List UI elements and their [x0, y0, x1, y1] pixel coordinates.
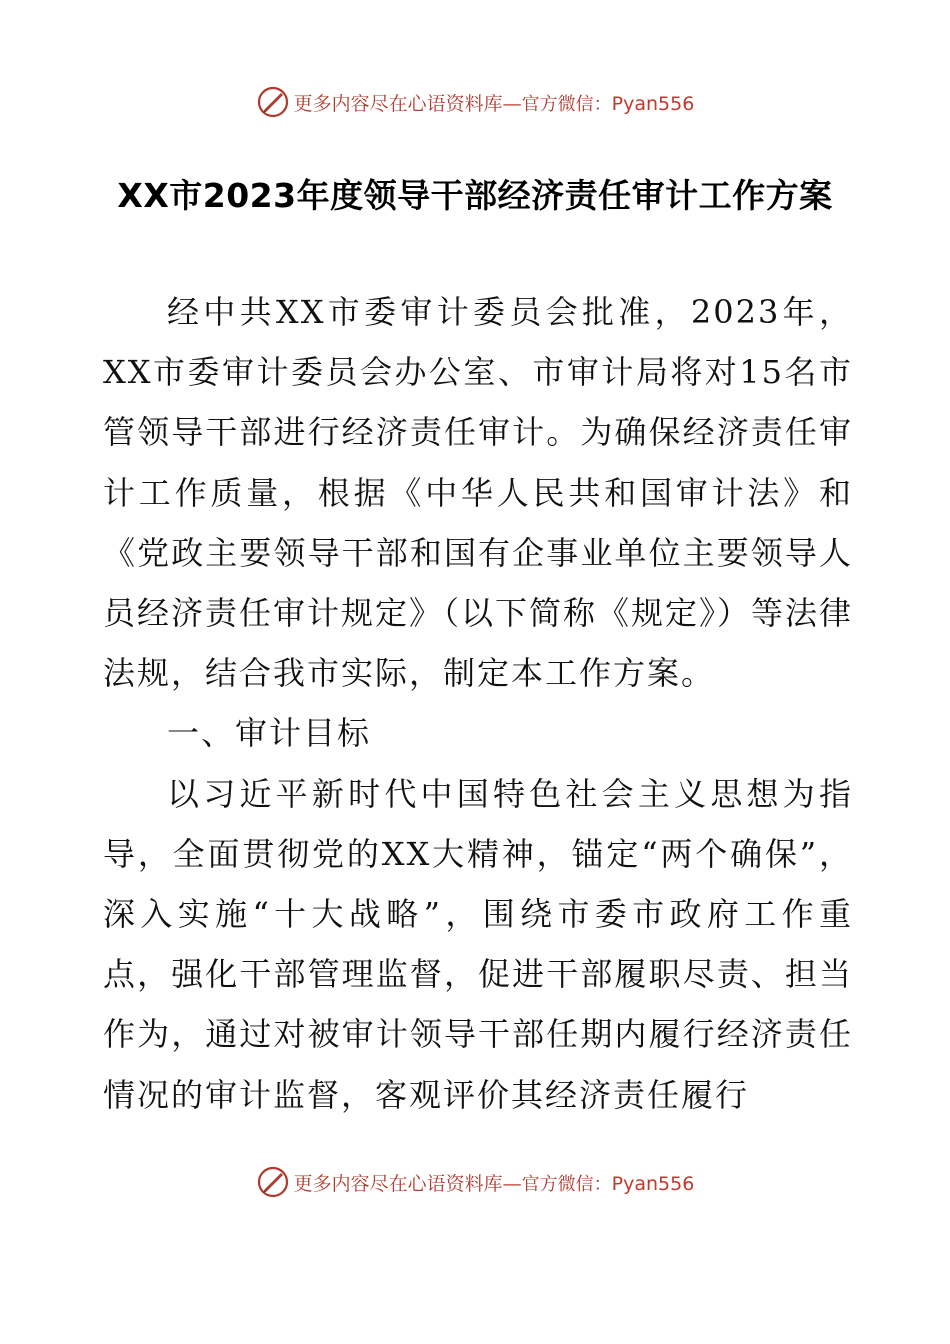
document-body — [103, 282, 853, 1125]
header-wechat-label: 官方微信： — [521, 93, 612, 115]
document-title: XX市2023年度领导干部经济责任审计工作方案 — [117, 176, 833, 215]
pen-logo-icon — [256, 85, 290, 119]
header-banner-text — [294, 89, 695, 116]
header-dash: — — [502, 92, 522, 115]
body-paragraph-goals: 以习近平新时代中国特色社会主义思想为指导，全面贯彻党的XX大精神，锚定“两个确保”，深入实施“十大战略”，围绕市委市政府工作重点，强化干部管理监督，促进干部履职尽责、担当作为，通过对被审计领导干部任期内履行经济责任情况的审计监督，客观评价其经济责任履行 — [103, 774, 853, 1114]
header-banner — [0, 82, 950, 122]
footer-dash: — — [502, 1172, 522, 1195]
header-wechat-id: Pyan556 — [611, 92, 695, 115]
footer-wechat-label: 官方微信： — [521, 1173, 612, 1195]
footer-banner-text — [294, 1169, 695, 1196]
header-brand-text: 更多内容尽在心语资料库 — [293, 92, 503, 115]
footer-banner — [0, 1162, 950, 1202]
pen-logo-icon — [256, 1165, 290, 1199]
footer-brand-text: 更多内容尽在心语资料库 — [293, 1172, 503, 1195]
section-heading-audit-goals: 一、审计目标 — [167, 714, 372, 753]
footer-wechat-id: Pyan556 — [611, 1172, 695, 1195]
body-paragraph-intro: 经中共XX市委审计委员会批准，2023年，XX市委审计委员会办公室、市审计局将对15名市管领导干部进行经济责任审计。为确保经济责任审计工作质量，根据《中华人民共和国审计法》和《党政主要领导干部和国有企事业单位主要领导人员经济责任审计规定》（以下简称《规定》）等法律法规，结合我市实际，制定本工作方案。 — [103, 293, 854, 693]
